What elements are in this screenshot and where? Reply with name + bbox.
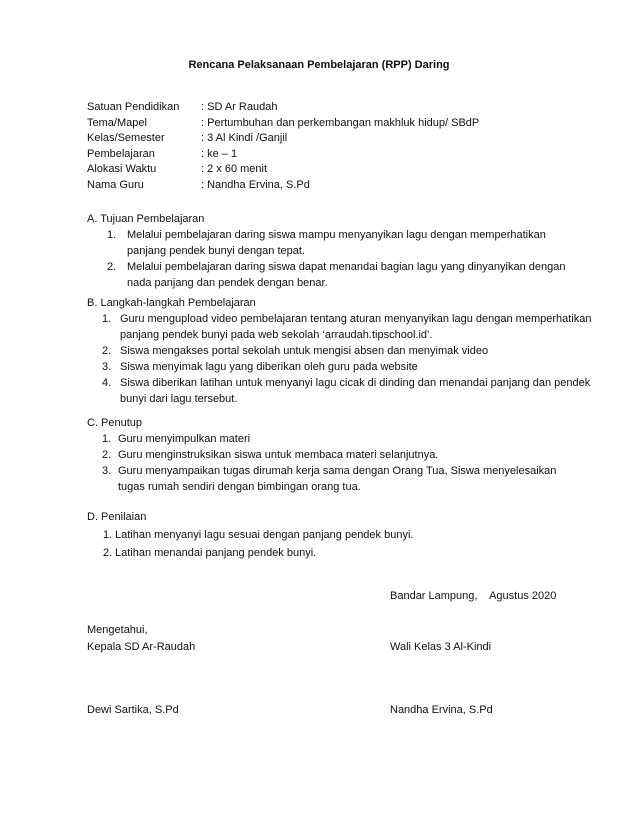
item-text: Guru menginstruksikan siswa untuk membaca materi selanjutnya.: [118, 449, 439, 461]
item-number: 1.: [107, 229, 117, 241]
item-number: 3.: [102, 361, 112, 373]
wali-role: Wali Kelas 3 Al-Kindi: [390, 641, 492, 653]
info-label: Tema/Mapel: [87, 116, 147, 129]
info-label: Nama Guru: [87, 178, 144, 191]
list-item: [102, 343, 592, 359]
list-item: [102, 375, 592, 407]
info-value: : Nandha Ervina, S.Pd: [201, 178, 310, 191]
identity-block: [87, 99, 479, 192]
section-tujuan: [87, 211, 587, 291]
place-date: Bandar Lampung, Agustus 2020: [390, 590, 557, 602]
item-number: 2.: [103, 547, 113, 559]
item-text: Melalui pembelajaran daring siswa dapat menandai bagian lagu yang dinyanyikan dengan nada panjang dan pendek dengan benar.: [127, 261, 566, 289]
item-text: Siswa mengakses portal sekolah untuk mengisi absen dan menyimak video: [120, 345, 489, 357]
info-value: : 2 x 60 menit: [201, 163, 268, 175]
item-text: Siswa menyimak lagu yang diberikan oleh guru pada website: [120, 361, 418, 373]
kepala-role: Kepala SD Ar-Raudah: [87, 641, 196, 653]
item-text: Siswa diberikan latihan untuk menyanyi lagu cicak di dinding dan menandai panjang dan pendek bunyi dari lagu tersebut.: [120, 377, 591, 405]
list-item: [102, 359, 592, 375]
item-text: Guru menyampaikan tugas dirumah kerja sama dengan Orang Tua, Siswa menyelesaikan tugas rumah sendiri dengan bimbingan orang tua.: [118, 465, 557, 493]
item-text: Guru menyimpulkan materi: [118, 433, 251, 445]
section-heading: C. Penutup: [87, 417, 143, 429]
info-label: Alokasi Waktu: [87, 163, 157, 175]
list-item: [102, 431, 582, 447]
list-item: [102, 311, 592, 343]
info-value: : 3 Al Kindi /Ganjil: [201, 132, 288, 144]
kepala-name: Dewi Sartika, S.Pd: [87, 704, 179, 716]
section-heading: B. Langkah-langkah Pembelajaran: [87, 297, 256, 309]
list-item: [103, 544, 583, 562]
info-label: Kelas/Semester: [87, 132, 165, 144]
item-number: 2.: [107, 261, 117, 273]
info-row: [87, 115, 479, 131]
section-langkah: [87, 295, 592, 407]
info-row: [87, 146, 479, 162]
item-number: 1.: [102, 433, 112, 445]
info-row: [87, 99, 479, 115]
info-label: Satuan Pendidikan: [87, 101, 180, 113]
document-title: Rencana Pelaksanaan Pembelajaran (RPP) Daring: [188, 59, 450, 71]
info-value: : SD Ar Raudah: [201, 101, 278, 113]
info-label: Pembelajaran: [87, 147, 155, 160]
item-number: 4.: [102, 377, 112, 389]
section-penilaian: [87, 509, 587, 562]
section-penutup: [87, 415, 587, 495]
list-item: [102, 447, 582, 463]
item-number: 2.: [102, 449, 112, 461]
item-number: 1.: [102, 313, 112, 325]
list-item: [107, 259, 567, 291]
item-text: Guru mengupload video pembelajaran tentang aturan menyanyikan lagu dengan memperhatikan panjang pendek bunyi pada web sekolah ‘arraudah.tipschool.id’.: [120, 313, 592, 341]
item-text: Melalui pembelajaran daring siswa mampu menyanyikan lagu dengan memperhatikan panjang pendek bunyi dengan tepat.: [127, 229, 546, 257]
list-item: [102, 463, 582, 495]
mengetahui-label: Mengetahui,: [87, 624, 148, 636]
info-row: [87, 130, 479, 146]
wali-name: Nandha Ervina, S.Pd: [390, 704, 493, 716]
info-row: [87, 161, 479, 177]
item-number: 1.: [103, 529, 113, 541]
info-row: [87, 177, 479, 193]
item-number: 3.: [102, 465, 112, 477]
item-number: 2.: [102, 345, 112, 357]
info-value: : ke – 1: [201, 147, 238, 160]
section-heading: A. Tujuan Pembelajaran: [87, 213, 205, 225]
list-item: [103, 526, 583, 544]
list-item: [107, 227, 567, 259]
item-text: Latihan menandai panjang pendek bunyi.: [115, 547, 317, 559]
info-value: : Pertumbuhan dan perkembangan makhluk hidup/ SBdP: [201, 116, 480, 129]
item-text: Latihan menyanyi lagu sesuai dengan panjang pendek bunyi.: [115, 529, 414, 541]
section-heading: D. Penilaian: [87, 511, 147, 523]
